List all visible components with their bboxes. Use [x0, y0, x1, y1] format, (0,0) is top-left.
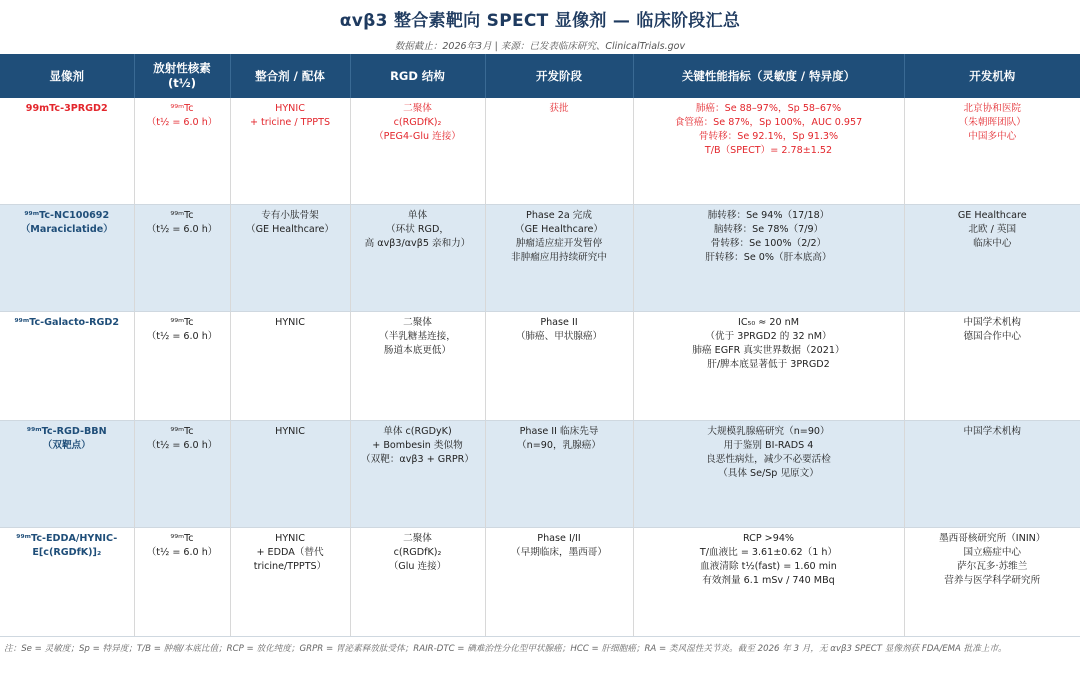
- cell-organization: GE Healthcare 北欧 / 英国 临床中心: [904, 205, 1080, 312]
- table-row: [0, 528, 1080, 637]
- cell-chelator: HYNIC + EDDA（替代 tricine/TPPTS）: [230, 528, 350, 637]
- col-header-org: 开发机构: [904, 54, 1080, 98]
- cell-rgd-structure: 二聚体 c(RGDfK)₂ （Glu 连接）: [350, 528, 485, 637]
- cell-organization: 中国学术机构: [904, 421, 1080, 528]
- cell-chelator: HYNIC: [230, 421, 350, 528]
- cell-agent-name: ⁹⁹ᵐTc-NC100692 （Maraciclatide）: [0, 205, 134, 312]
- cell-agent-name: 99mTc-3PRGD2: [0, 98, 134, 205]
- cell-metrics: 肺癌：Se 88–97%，Sp 58–67% 食管癌：Se 87%，Sp 100%，AUC 0.957 骨转移：Se 92.1%，Sp 91.3% T/B（SPECT）= 2.78±1.52: [633, 98, 904, 205]
- page-title: αvβ3 整合素靶向 SPECT 显像剂 — 临床阶段汇总: [339, 11, 741, 31]
- table-row: [0, 312, 1080, 421]
- cell-agent-name: ⁹⁹ᵐTc-EDDA/HYNIC- E[c(RGDfK)]₂: [0, 528, 134, 637]
- cell-chelator: HYNIC + tricine / TPPTS: [230, 98, 350, 205]
- cell-nuclide: ⁹⁹ᵐTc （t½ = 6.0 h）: [134, 421, 230, 528]
- cell-stage: Phase 2a 完成 （GE Healthcare） 肿瘤适应症开发暂停 非肿瘤应用持续研究中: [485, 205, 633, 312]
- table-row: [0, 98, 1080, 205]
- table-row: [0, 421, 1080, 528]
- table-row: [0, 205, 1080, 312]
- col-header-stage: 开发阶段: [485, 54, 633, 98]
- cell-stage: 获批: [485, 98, 633, 205]
- col-header-agent: 显像剂: [0, 54, 134, 98]
- cell-rgd-structure: 单体 （环状 RGD， 高 αvβ3/αvβ5 亲和力）: [350, 205, 485, 312]
- col-header-chelator: 整合剂 / 配体: [230, 54, 350, 98]
- cell-nuclide: ⁹⁹ᵐTc （t½ = 6.0 h）: [134, 312, 230, 421]
- cell-stage: Phase I/II （早期临床，墨西哥）: [485, 528, 633, 637]
- cell-stage: Phase II 临床先导 （n=90，乳腺癌）: [485, 421, 633, 528]
- cell-metrics: 肺转移：Se 94%（17/18） 脑转移：Se 78%（7/9） 骨转移：Se 100%（2/2） 肝转移：Se 0%（肝本底高）: [633, 205, 904, 312]
- col-header-nuclide: 放射性核素 (t½): [134, 54, 230, 98]
- cell-nuclide: ⁹⁹ᵐTc （t½ = 6.0 h）: [134, 98, 230, 205]
- cell-nuclide: ⁹⁹ᵐTc （t½ = 6.0 h）: [134, 528, 230, 637]
- col-header-metrics: 关键性能指标（灵敏度 / 特异度）: [633, 54, 904, 98]
- table-header-row: [0, 54, 1080, 98]
- cell-organization: 中国学术机构 德国合作中心: [904, 312, 1080, 421]
- summary-table: [0, 54, 1080, 637]
- cell-agent-name: ⁹⁹ᵐTc-Galacto-RGD2: [0, 312, 134, 421]
- cell-metrics: 大规模乳腺癌研究（n=90） 用于鉴别 BI-RADS 4 良恶性病灶，减少不必要活检 （具体 Se/Sp 见原文）: [633, 421, 904, 528]
- cell-metrics: RCP >94% T/血液比 = 3.61±0.62（1 h） 血液清除 t½(fast) = 1.60 min 有效剂量 6.1 mSv / 740 MBq: [633, 528, 904, 637]
- cell-agent-name: ⁹⁹ᵐTc-RGD-BBN （双靶点）: [0, 421, 134, 528]
- cell-chelator: 专有小肽骨架 （GE Healthcare）: [230, 205, 350, 312]
- cell-nuclide: ⁹⁹ᵐTc （t½ = 6.0 h）: [134, 205, 230, 312]
- cell-stage: Phase II （肺癌、甲状腺癌）: [485, 312, 633, 421]
- cell-rgd-structure: 二聚体 c(RGDfK)₂ （PEG4-Glu 连接）: [350, 98, 485, 205]
- cell-chelator: HYNIC: [230, 312, 350, 421]
- col-header-rgd: RGD 结构: [350, 54, 485, 98]
- cell-organization: 墨西哥核研究所（ININ） 国立癌症中心 萨尔瓦多·苏维兰 营养与医学科学研究所: [904, 528, 1080, 637]
- footnote: 注：Se = 灵敏度；Sp = 特异度；T/B = 肿瘤/本底比值；RCP = 放化纯度；GRPR = 胃泌素释放肽受体；RAIR-DTC = 碘难治性分化型甲状腺癌；HCC = 肝细胞癌；RA = 类风湿性关节炎。截至 2026 年 3 月，无 αvβ3 SPECT 显像剂获 FDA/EMA 批准上市。: [4, 644, 1007, 654]
- cell-rgd-structure: 二聚体 （半乳糖基连接， 肠道本底更低）: [350, 312, 485, 421]
- cell-rgd-structure: 单体 c(RGDyK) + Bombesin 类似物 （双靶：αvβ3 + GRPR）: [350, 421, 485, 528]
- cell-organization: 北京协和医院 （朱朝晖团队） 中国多中心: [904, 98, 1080, 205]
- page-subtitle: 数据截止：2026年3月 | 来源：已发表临床研究、ClinicalTrials.gov: [394, 41, 686, 52]
- cell-metrics: IC₅₀ ≈ 20 nM （优于 3PRGD2 的 32 nM） 肺癌 EGFR 真实世界数据（2021） 肝/脾本底显著低于 3PRGD2: [633, 312, 904, 421]
